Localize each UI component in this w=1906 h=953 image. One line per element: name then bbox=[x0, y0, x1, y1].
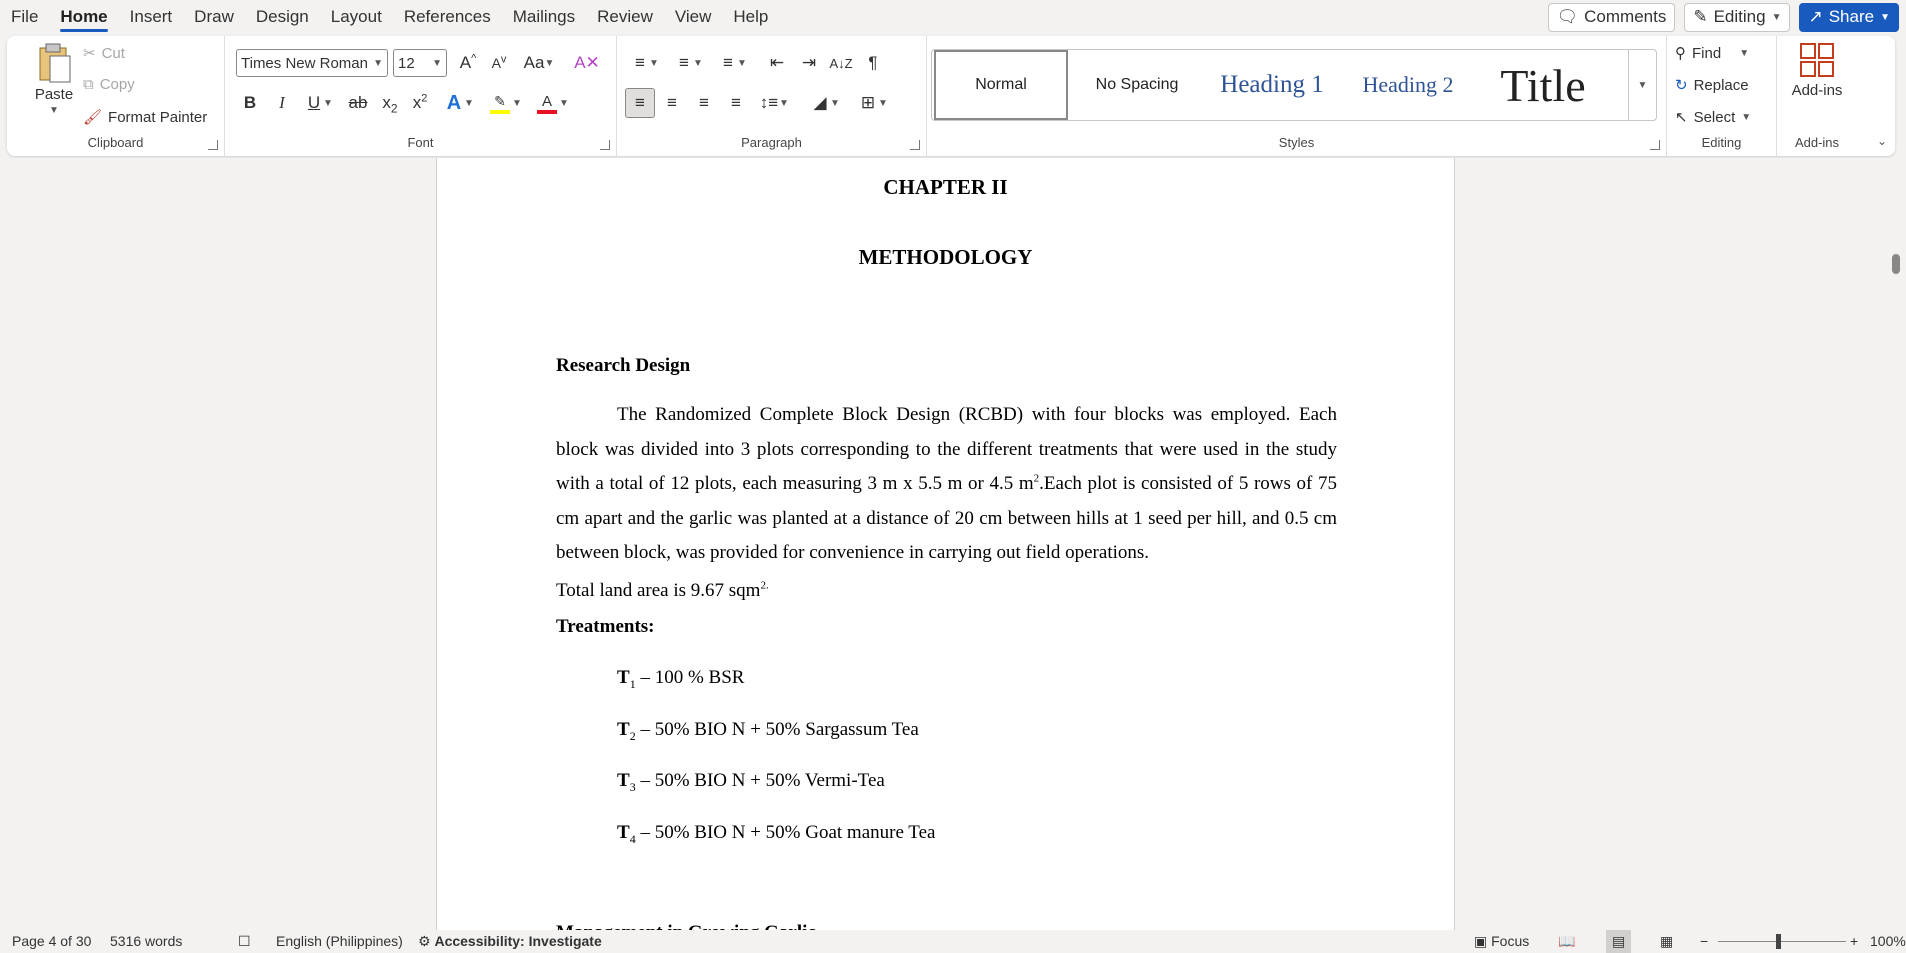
pencil-icon: ✎ bbox=[1693, 7, 1708, 26]
zoom-level[interactable]: 100% bbox=[1870, 933, 1906, 949]
copy-button[interactable] bbox=[83, 76, 135, 93]
treatments-heading: Treatments: bbox=[556, 616, 655, 637]
line-spacing-dropdown[interactable] bbox=[777, 88, 791, 118]
editing-group bbox=[1667, 36, 1777, 156]
chevron-down-icon: ▼ bbox=[1739, 47, 1750, 59]
clear-formatting-button[interactable] bbox=[572, 48, 602, 78]
tab-help[interactable]: Help bbox=[733, 7, 769, 26]
collapse-ribbon-icon[interactable]: ⌄ bbox=[1876, 134, 1887, 148]
tab-review[interactable]: Review bbox=[597, 7, 653, 26]
chevron-down-icon: ▼ bbox=[432, 57, 442, 69]
underline-dropdown[interactable] bbox=[321, 88, 335, 118]
styles-group bbox=[927, 36, 1667, 156]
section-heading: Research Design bbox=[556, 355, 691, 376]
decrease-indent-icon: ⇤ bbox=[769, 53, 785, 72]
share-button[interactable] bbox=[1799, 3, 1899, 32]
treatment-description: – 50% BIO N + 50% Goat manure Tea bbox=[635, 822, 936, 843]
chevron-down-icon: ▼ bbox=[737, 57, 747, 69]
styles-more-button[interactable] bbox=[1628, 50, 1656, 120]
chevron-down-icon: ▼ bbox=[464, 97, 474, 109]
format-painter-label: Format Painter bbox=[108, 108, 208, 126]
clear-formatting-icon: A✕ bbox=[574, 53, 600, 72]
treatment-code: T bbox=[617, 667, 630, 688]
replace-button[interactable] bbox=[1675, 76, 1749, 94]
align-center-icon: ≡ bbox=[667, 93, 677, 112]
font-color-icon: A bbox=[541, 92, 552, 110]
align-right-button[interactable] bbox=[689, 88, 719, 118]
chevron-down-icon: ▼ bbox=[1880, 11, 1890, 23]
copy-label: Copy bbox=[99, 76, 135, 93]
chevron-down-icon: ▼ bbox=[512, 97, 522, 109]
accessibility-icon: ⚙ bbox=[418, 933, 435, 949]
justify-icon: ≡ bbox=[731, 93, 741, 112]
addins-label: Add-ins bbox=[1791, 82, 1843, 99]
bullets-icon: ≡ bbox=[635, 53, 645, 72]
style-normal[interactable]: Normal bbox=[934, 50, 1068, 120]
status-bar bbox=[0, 930, 1906, 953]
paragraph-group bbox=[617, 36, 927, 156]
treatment-description: – 50% BIO N + 50% Sargassum Tea bbox=[635, 719, 919, 740]
zoom-out-button[interactable]: − bbox=[1700, 933, 1709, 949]
highlight-color-swatch bbox=[490, 110, 510, 114]
format-painter-button[interactable] bbox=[83, 108, 207, 126]
numbering-icon: ≡ bbox=[679, 53, 689, 72]
scissors-icon: ✂ bbox=[83, 45, 96, 62]
treatment-item bbox=[617, 719, 919, 743]
subscript-icon: $x_2$ bbox=[382, 93, 398, 116]
styles-gallery bbox=[931, 49, 1657, 121]
change-case-label: Aa bbox=[523, 53, 545, 72]
multilevel-list-icon: ≡ bbox=[723, 53, 733, 72]
treatment-description: – 50% BIO N + 50% Vermi-Tea bbox=[635, 770, 885, 791]
select-label: Select bbox=[1693, 108, 1736, 126]
focus-label: Focus bbox=[1491, 933, 1530, 949]
treatment-subscript: 4 bbox=[629, 831, 636, 846]
align-left-icon: ≡ bbox=[635, 93, 645, 112]
scrollbar-thumb[interactable] bbox=[1892, 254, 1900, 274]
cut-button[interactable] bbox=[83, 44, 125, 62]
italic-icon: I bbox=[279, 93, 285, 112]
shrink-font-button[interactable] bbox=[484, 48, 514, 78]
highlighter-icon: ✎ bbox=[494, 92, 506, 109]
proofing-icon[interactable]: ☐ bbox=[238, 933, 251, 949]
pilcrow-icon: ¶ bbox=[868, 53, 878, 72]
tab-references[interactable]: References bbox=[403, 7, 491, 26]
paintbrush-icon: 🖌 bbox=[83, 109, 103, 126]
bold-button[interactable] bbox=[235, 88, 265, 118]
borders-dropdown[interactable] bbox=[876, 88, 890, 118]
select-button[interactable] bbox=[1675, 108, 1751, 126]
treatment-subscript: 1 bbox=[629, 676, 636, 691]
tab-insert[interactable]: Insert bbox=[129, 7, 173, 26]
editing-group-label: Editing bbox=[1701, 135, 1742, 150]
borders-icon: ⊞ bbox=[860, 93, 876, 112]
text-effects-dropdown[interactable] bbox=[462, 88, 476, 118]
shading-dropdown[interactable] bbox=[828, 88, 842, 118]
grow-font-button[interactable] bbox=[453, 48, 483, 78]
read-mode-icon[interactable]: 📖 bbox=[1558, 933, 1576, 949]
clipboard-launcher-icon[interactable] bbox=[208, 140, 218, 150]
comment-icon: 🗨 bbox=[1556, 7, 1579, 26]
editing-mode-button[interactable] bbox=[1684, 3, 1790, 32]
chevron-down-icon: ▼ bbox=[49, 105, 59, 116]
tab-layout[interactable]: Layout bbox=[330, 7, 382, 26]
document-area bbox=[0, 158, 1903, 930]
chevron-down-icon: ▼ bbox=[544, 57, 555, 69]
clipboard-group-label: Clipboard bbox=[87, 135, 144, 150]
share-label: Share bbox=[1828, 7, 1875, 26]
font-size-select[interactable] bbox=[393, 49, 447, 77]
cursor-icon: ↖ bbox=[1675, 109, 1688, 126]
document-page[interactable] bbox=[436, 158, 1455, 938]
numbering-dropdown[interactable] bbox=[691, 48, 705, 78]
comments-button[interactable] bbox=[1548, 3, 1676, 32]
methodology-heading: METHODOLOGY bbox=[858, 245, 1033, 269]
replace-label: Replace bbox=[1693, 76, 1749, 94]
subscript-button[interactable] bbox=[375, 88, 405, 118]
paste-icon bbox=[36, 42, 72, 84]
font-color-swatch bbox=[537, 110, 557, 114]
grow-font-icon: A^ bbox=[459, 52, 477, 72]
increase-indent-button[interactable] bbox=[794, 48, 824, 78]
tab-design[interactable]: Design bbox=[255, 7, 309, 26]
style-no-spacing[interactable]: No Spacing bbox=[1095, 76, 1179, 93]
treatment-code: T bbox=[617, 770, 630, 791]
copy-icon: ⧉ bbox=[83, 76, 94, 93]
font-size-value: 12 bbox=[398, 54, 415, 72]
bullets-dropdown[interactable] bbox=[647, 48, 661, 78]
editing-mode-label: Editing bbox=[1713, 7, 1766, 26]
page-count[interactable]: Page 4 of 30 bbox=[12, 933, 92, 949]
strikethrough-icon: ab bbox=[348, 93, 368, 112]
treatment-code: T bbox=[617, 719, 630, 740]
justify-button[interactable] bbox=[721, 88, 751, 118]
accessibility-label: Accessibility: Investigate bbox=[434, 933, 602, 949]
style-title[interactable]: Title bbox=[1500, 59, 1586, 111]
total-area-line bbox=[556, 581, 769, 600]
treatment-description: – 100 % BSR bbox=[635, 667, 745, 688]
chevron-down-icon: ▼ bbox=[693, 57, 703, 69]
chevron-down-icon: ▼ bbox=[878, 97, 888, 109]
font-group-label: Font bbox=[407, 135, 434, 150]
chevron-down-icon: ▼ bbox=[649, 57, 659, 69]
paragraph-text-1: The Randomized Complete Block Design (RCBD) with four blocks was employed. Each block was divided into 3 plots corresponding to the different treatments that were used in the study with a total of 12 plots, each measuring 3 m x 5.5 m or 4.5 m bbox=[556, 404, 1337, 494]
text-effects-icon: A bbox=[446, 91, 462, 114]
underline-icon: U bbox=[307, 93, 321, 112]
word-count[interactable]: 5316 words bbox=[110, 933, 183, 949]
font-name-value: Times New Roman bbox=[241, 54, 368, 72]
addins-grid-icon bbox=[1799, 42, 1835, 78]
treatment-subscript: 2 bbox=[629, 728, 636, 743]
focus-mode-button[interactable] bbox=[1474, 930, 1529, 953]
zoom-in-button[interactable]: + bbox=[1850, 933, 1859, 949]
superscript-button[interactable] bbox=[405, 88, 435, 118]
chevron-down-icon: ▼ bbox=[779, 97, 789, 109]
total-area-superscript: 2. bbox=[760, 579, 769, 592]
chevron-down-icon: ▼ bbox=[559, 97, 569, 109]
share-icon: ↗ bbox=[1808, 7, 1823, 26]
highlight-dropdown[interactable] bbox=[510, 88, 524, 118]
tab-draw[interactable]: Draw bbox=[194, 7, 234, 26]
cut-label: Cut bbox=[101, 44, 125, 62]
print-layout-icon[interactable]: ▤ bbox=[1606, 930, 1631, 953]
focus-icon: ▣ bbox=[1474, 933, 1492, 949]
multilevel-list-dropdown[interactable] bbox=[735, 48, 749, 78]
styles-group-label: Styles bbox=[1278, 135, 1315, 150]
treatment-item bbox=[617, 770, 885, 794]
chevron-down-icon: ▼ bbox=[1637, 79, 1648, 91]
clipboard-group bbox=[7, 36, 225, 156]
search-icon: ⚲ bbox=[1675, 45, 1686, 62]
paragraph-launcher-icon[interactable] bbox=[910, 140, 920, 150]
tab-mailings[interactable]: Mailings bbox=[512, 7, 576, 26]
styles-launcher-icon[interactable] bbox=[1650, 140, 1660, 150]
paragraph-superscript: 2 bbox=[1033, 472, 1040, 485]
font-color-dropdown[interactable] bbox=[557, 88, 571, 118]
treatment-item bbox=[617, 822, 936, 846]
addins-group-label: Add-ins bbox=[1794, 135, 1840, 150]
addins-group bbox=[1777, 36, 1857, 156]
find-label: Find bbox=[1692, 44, 1722, 62]
italic-button[interactable] bbox=[267, 88, 297, 118]
chevron-down-icon: ▼ bbox=[830, 97, 840, 109]
treatment-code: T bbox=[617, 822, 630, 843]
style-heading-1[interactable]: Heading 1 bbox=[1220, 71, 1324, 98]
decrease-indent-button[interactable] bbox=[762, 48, 792, 78]
tab-view[interactable]: View bbox=[674, 7, 712, 26]
align-left-button[interactable] bbox=[625, 88, 655, 118]
style-heading-2[interactable]: Heading 2 bbox=[1362, 72, 1454, 97]
font-group bbox=[225, 36, 617, 156]
treatment-item bbox=[617, 667, 745, 691]
paint-bucket-icon: ◢ bbox=[813, 93, 827, 112]
paragraph-text-2: .Each plot is consisted of 5 rows of 75 cm apart and the garlic was planted at a distance of 20 cm between hills at 1 seed per hill, and 0.5 cm between block, was provided for convenience in carrying out field operations. bbox=[556, 473, 1337, 563]
show-formatting-button[interactable] bbox=[858, 48, 888, 78]
sort-button[interactable] bbox=[826, 48, 856, 78]
paste-label: Paste bbox=[34, 86, 74, 103]
shrink-font-icon: $A^v$ bbox=[491, 53, 507, 71]
chapter-heading: CHAPTER II bbox=[883, 175, 1008, 199]
comments-label: Comments bbox=[1584, 7, 1667, 26]
ribbon bbox=[7, 36, 1895, 156]
line-spacing-icon: ↕≡ bbox=[759, 93, 779, 112]
superscript-icon: $x^2$ bbox=[412, 92, 428, 112]
align-center-button[interactable] bbox=[657, 88, 687, 118]
web-layout-icon[interactable]: ▦ bbox=[1660, 933, 1674, 949]
paste-button[interactable] bbox=[29, 42, 79, 116]
sort-icon: A↓Z bbox=[829, 55, 853, 71]
increase-indent-icon: ⇥ bbox=[801, 53, 817, 72]
change-case-button[interactable] bbox=[517, 48, 561, 78]
bold-icon: B bbox=[243, 93, 257, 112]
chevron-down-icon: ▼ bbox=[1741, 111, 1752, 123]
body-paragraph bbox=[556, 398, 1337, 571]
font-name-select[interactable] bbox=[236, 49, 388, 77]
font-launcher-icon[interactable] bbox=[600, 140, 610, 150]
chevron-down-icon: ▼ bbox=[1771, 11, 1782, 23]
find-button[interactable] bbox=[1675, 44, 1749, 62]
total-area-text: Total land area is 9.67 sqm bbox=[556, 580, 761, 601]
treatment-subscript: 3 bbox=[629, 779, 636, 794]
chevron-down-icon: ▼ bbox=[373, 57, 383, 69]
tab-file[interactable]: File bbox=[11, 7, 39, 26]
strikethrough-button[interactable] bbox=[343, 88, 373, 118]
zoom-slider-thumb[interactable] bbox=[1776, 934, 1781, 949]
paragraph-group-label: Paragraph bbox=[741, 135, 802, 150]
menu-bar bbox=[0, 0, 1903, 34]
replace-icon: ↻ bbox=[1675, 77, 1688, 94]
language-indicator[interactable]: English (Philippines) bbox=[276, 933, 403, 949]
vertical-scrollbar[interactable] bbox=[1889, 158, 1903, 930]
zoom-slider[interactable] bbox=[1718, 941, 1846, 942]
accessibility-status[interactable] bbox=[418, 930, 602, 953]
chevron-down-icon: ▼ bbox=[323, 97, 333, 109]
tab-home[interactable]: Home bbox=[49, 0, 118, 34]
align-right-icon: ≡ bbox=[699, 93, 709, 112]
addins-button[interactable] bbox=[1787, 42, 1847, 99]
